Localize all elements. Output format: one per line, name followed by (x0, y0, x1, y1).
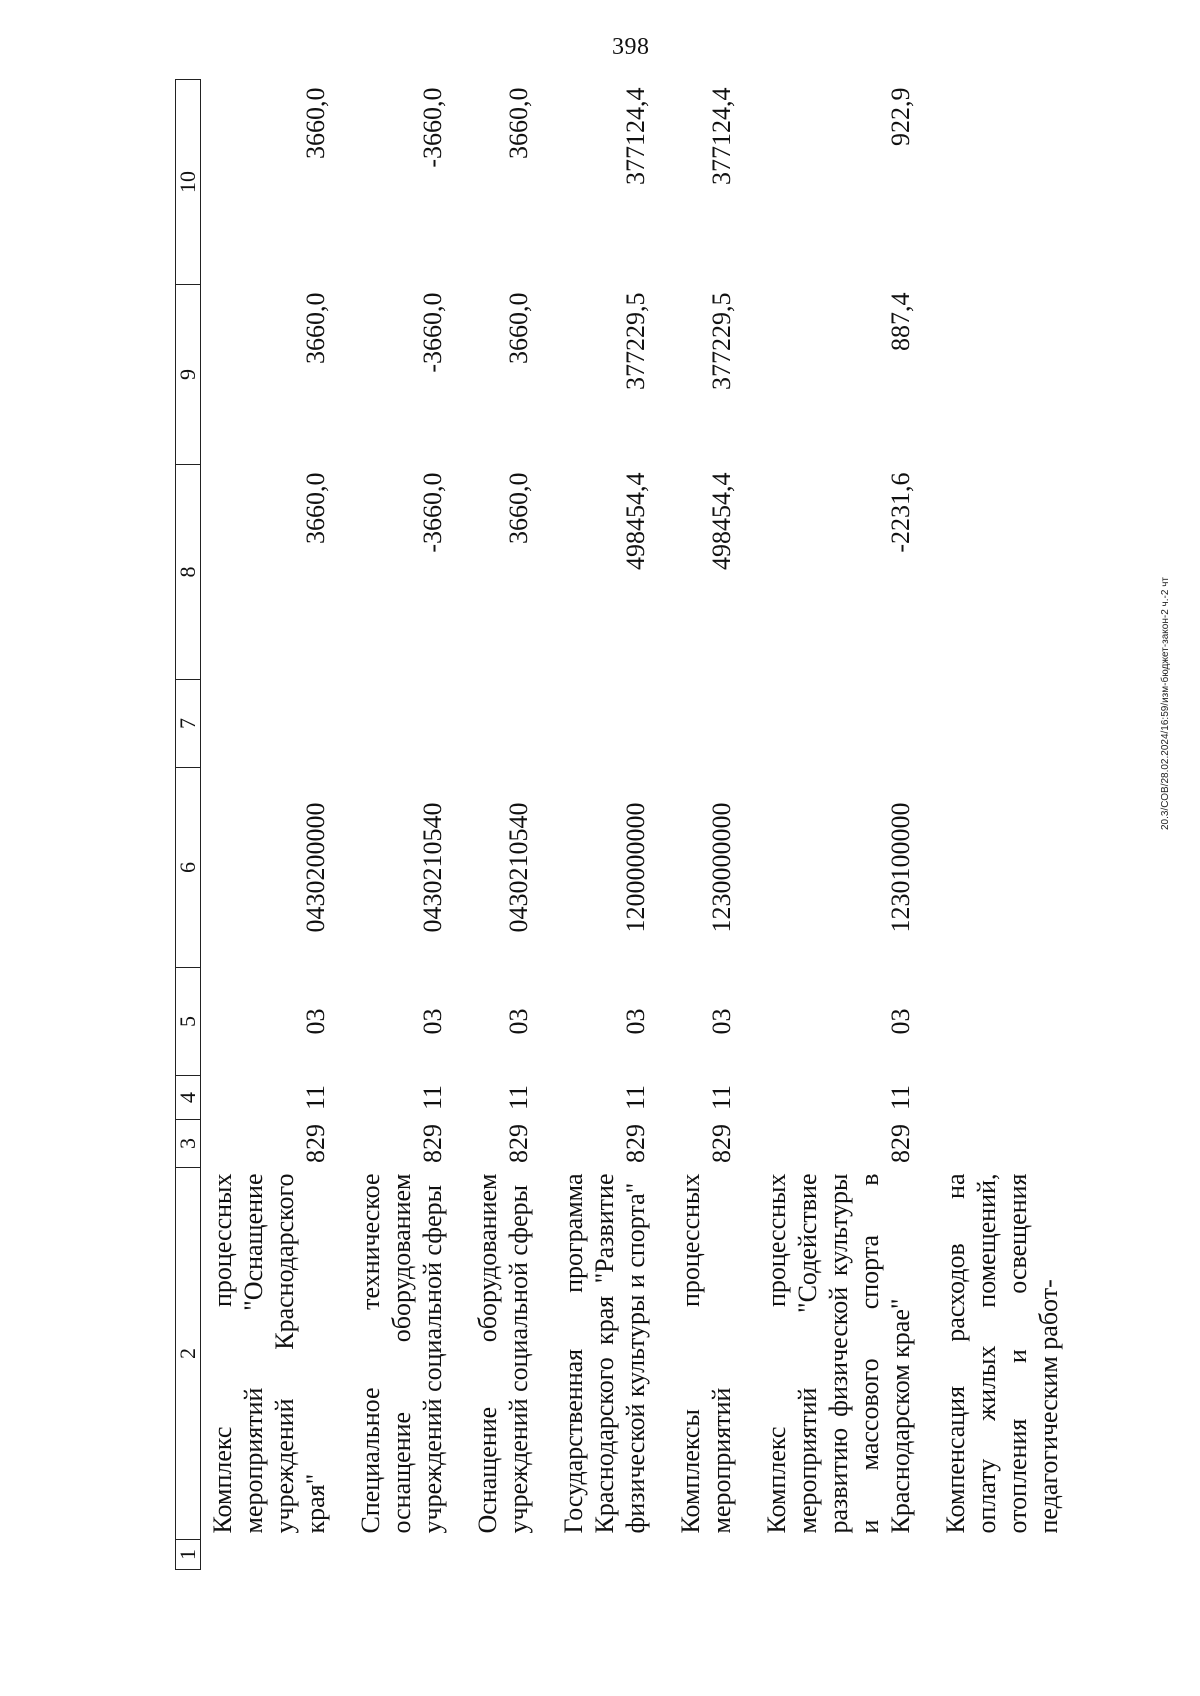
expense-type-code (552, 680, 655, 768)
row-number-cell (552, 1540, 655, 1570)
target-article-code: 1230100000 (886, 802, 915, 933)
section-code: 11 (886, 1084, 915, 1111)
item-name: Специальное техническое оснащение оборудованием учреждений социальной сферы (356, 1173, 447, 1534)
document-footer-code: 20.3/СОВ/28.02.2024/16:59/изм-бюджет-закон-2 ч.-2 чт (1160, 577, 1171, 830)
expense-type-code (669, 680, 741, 768)
column-number: 10 (176, 80, 201, 285)
amount-col-8: 3660,0 (504, 472, 533, 544)
subsection-code: 03 (707, 1008, 736, 1035)
amount-col-9: 3660,0 (504, 292, 533, 364)
target-article-code: 1230000000 (707, 802, 736, 933)
table-row (201, 80, 336, 1570)
item-name: Компенсация расходов на оплату жилых помещений, отопления и освещения педагогическим работ- (941, 1173, 1063, 1534)
column-number: 4 (176, 1076, 201, 1120)
table-row (669, 80, 741, 1570)
item-name: Комплекс процессных мероприятий "Оснащение учреждений Краснодарского края" (208, 1173, 330, 1534)
amount-col-10 (934, 80, 1068, 285)
target-article-code (934, 768, 1068, 968)
column-number: 3 (176, 1120, 201, 1168)
expense-type-code (755, 680, 920, 768)
amount-col-9: 887,4 (886, 292, 915, 351)
target-article-code: 0430210540 (418, 802, 447, 933)
target-article-code: 1200000000 (621, 802, 650, 933)
column-number: 8 (176, 465, 201, 680)
ministry-code: 829 (504, 1124, 533, 1163)
column-number: 9 (176, 285, 201, 465)
amount-col-8: -3660,0 (418, 472, 447, 553)
row-spacer (538, 80, 552, 1570)
section-code: 11 (418, 1084, 447, 1111)
expense-type-code (201, 680, 336, 768)
amount-col-8: 498454,4 (621, 472, 650, 570)
row-number-cell (349, 1540, 452, 1570)
item-name: Государственная программа Краснодарского края "Развитие физической культуры и спорта" (559, 1173, 650, 1534)
target-article-code: 0430200000 (301, 802, 330, 933)
table-row (934, 80, 1068, 1570)
table-row (552, 80, 655, 1570)
column-number: 5 (176, 968, 201, 1076)
amount-col-9: 377229,5 (707, 292, 736, 390)
column-number-header-row (176, 80, 201, 1570)
section-code: 11 (504, 1084, 533, 1111)
row-number-cell (755, 1540, 920, 1570)
amount-col-10: 377124,4 (621, 87, 650, 185)
amount-col-9: 377229,5 (621, 292, 650, 390)
amount-col-8: -2231,6 (886, 472, 915, 553)
row-number-cell (669, 1540, 741, 1570)
ministry-code: 829 (418, 1124, 447, 1163)
row-number-cell (466, 1540, 538, 1570)
table-row (755, 80, 920, 1570)
subsection-code: 03 (301, 1008, 330, 1035)
column-number: 1 (176, 1540, 201, 1570)
expense-type-code (349, 680, 452, 768)
amount-col-9: 3660,0 (301, 292, 330, 364)
row-spacer (335, 80, 349, 1570)
amount-col-10: 377124,4 (707, 87, 736, 185)
subsection-code: 03 (504, 1008, 533, 1035)
amount-col-8 (934, 465, 1068, 680)
subsection-code: 03 (418, 1008, 447, 1035)
row-spacer (655, 80, 669, 1570)
row-spacer (920, 80, 934, 1570)
expense-type-code (466, 680, 538, 768)
ministry-code: 829 (301, 1124, 330, 1163)
table-row (349, 80, 452, 1570)
ministry-code: 829 (886, 1124, 915, 1163)
target-article-code: 0430210540 (504, 802, 533, 933)
item-name: Комплексы процессных мероприятий (676, 1173, 736, 1534)
amount-col-10: 3660,0 (301, 87, 330, 159)
amount-col-9: -3660,0 (418, 292, 447, 373)
ministry-code: 829 (707, 1124, 736, 1163)
section-code: 11 (621, 1084, 650, 1111)
page-number: 398 (612, 34, 650, 60)
item-name: Оснащение оборудованием учреждений социальной сферы (473, 1173, 533, 1534)
budget-table (175, 79, 1068, 1570)
expense-type-code (934, 680, 1068, 768)
row-number-cell (934, 1540, 1068, 1570)
subsection-code (934, 968, 1068, 1076)
column-number: 2 (176, 1168, 201, 1540)
section-code: 11 (301, 1084, 330, 1111)
amount-col-10: 922,9 (886, 87, 915, 146)
table-row (466, 80, 538, 1570)
column-number: 6 (176, 768, 201, 968)
column-number: 7 (176, 680, 201, 768)
item-name: Комплекс процессных мероприятий "Содействие развитию физической культуры и массового спорта в Краснодарском крае" (762, 1173, 915, 1534)
subsection-code: 03 (886, 1008, 915, 1035)
amount-col-10: 3660,0 (504, 87, 533, 159)
rotated-table-container (175, 80, 1175, 1570)
subsection-code: 03 (621, 1008, 650, 1035)
amount-col-10: -3660,0 (418, 87, 447, 168)
section-code (934, 1076, 1068, 1120)
row-spacer (741, 80, 755, 1570)
row-spacer (452, 80, 466, 1570)
ministry-code (934, 1120, 1068, 1168)
section-code: 11 (707, 1084, 736, 1111)
amount-col-8: 3660,0 (301, 472, 330, 544)
amount-col-8: 498454,4 (707, 472, 736, 570)
row-number-cell (201, 1540, 336, 1570)
amount-col-9 (934, 285, 1068, 465)
ministry-code: 829 (621, 1124, 650, 1163)
